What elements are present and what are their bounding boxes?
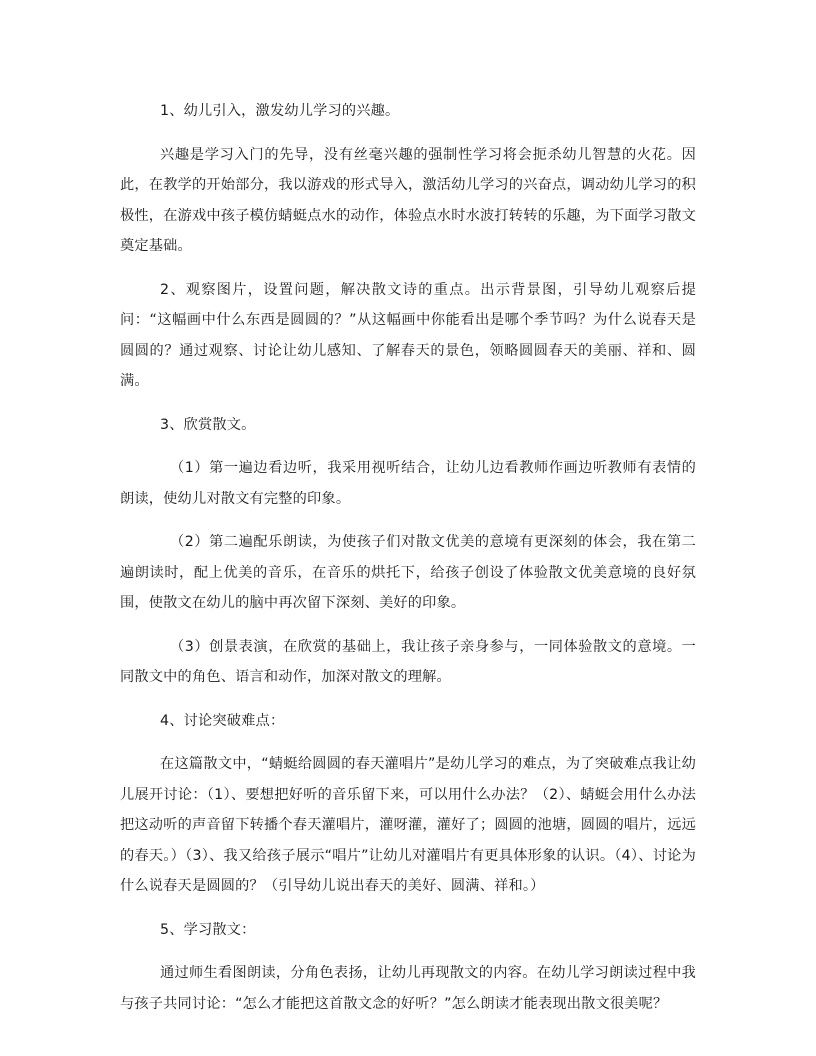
paragraph-interest: 兴趣是学习入门的先导，没有丝毫兴趣的强制性学习将会扼杀幼儿智慧的火花。因此，在教学的开始部分，我以游戏的形式导入，激活幼儿学习的兴奋点，调动幼儿学习的积极性，在游戏中孩子模仿蜻蜓点水的动作，体验点水时水波打转转的乐趣，为下面学习散文奠定基础。 bbox=[120, 146, 696, 254]
paragraph-discussion: 在这篇散文中，“蜻蜓给圆圆的春天灌唱片”是幼儿学习的难点，为了突破难点我让幼儿展开讨论：（1）、要想把好听的音乐留下来，可以用什么办法？（2）、蜻蜓会用什么办法把这动听的声音留下转播个春天灌唱片，灌呀灌，灌好了；圆圆的池塘，圆圆的唱片，远远的春天。）（3）、我又给孩子展示“唱片”让幼儿对灌唱片有更具体形象的认识。（4）、讨论为什么说春天是圆圆的？（引导幼儿说出春天的美好、圆满、祥和。） bbox=[120, 756, 696, 894]
section-heading-4: 4、讨论突破难点： bbox=[160, 712, 285, 729]
paragraph-learning: 通过师生看图朗读，分角色表扬，让幼儿再现散文的内容。在幼儿学习朗读过程中我与孩子共同讨论：“怎么才能把这首散文念的好听？”怎么朗读才能表现出散文很美呢？ bbox=[120, 965, 696, 1012]
list-item-3: （3）创景表演，在欣赏的基础上，我让孩子亲身参与，一同体验散文的意境。一同散文中的角色、语言和动作，加深对散文的理解。 bbox=[120, 638, 696, 685]
section-heading-3: 3、欣赏散文。 bbox=[160, 416, 256, 433]
section-heading-2-paragraph: 2、观察图片，设置问题，解决散文诗的重点。出示背景图，引导幼儿观察后提问：“这幅画中什么东西是圆圆的？”从这幅画中你能看出是哪个季节吗？为什么说春天是圆圆的？通过观察、讨论让幼儿感知、了解春天的景色，领略圆圆春天的美丽、祥和、圆满。 bbox=[120, 281, 696, 389]
section-heading-1: 1、幼儿引入，激发幼儿学习的兴趣。 bbox=[160, 103, 400, 119]
list-item-2: （2）第二遍配乐朗读，为使孩子们对散文优美的意境有更深刻的体会，我在第二遍朗读时，配上优美的音乐，在音乐的烘托下，给孩子创设了体验散文优美意境的良好氛围，使散文在幼儿的脑中再次留下深刻、美好的印象。 bbox=[120, 534, 696, 611]
document-body bbox=[120, 96, 696, 1032]
section-heading-5: 5、学习散文： bbox=[160, 921, 256, 938]
list-item-1: （1）第一遍边看边听，我采用视听结合，让幼儿边看教师作画边听教师有表情的朗读，使幼儿对散文有完整的印象。 bbox=[120, 460, 696, 507]
